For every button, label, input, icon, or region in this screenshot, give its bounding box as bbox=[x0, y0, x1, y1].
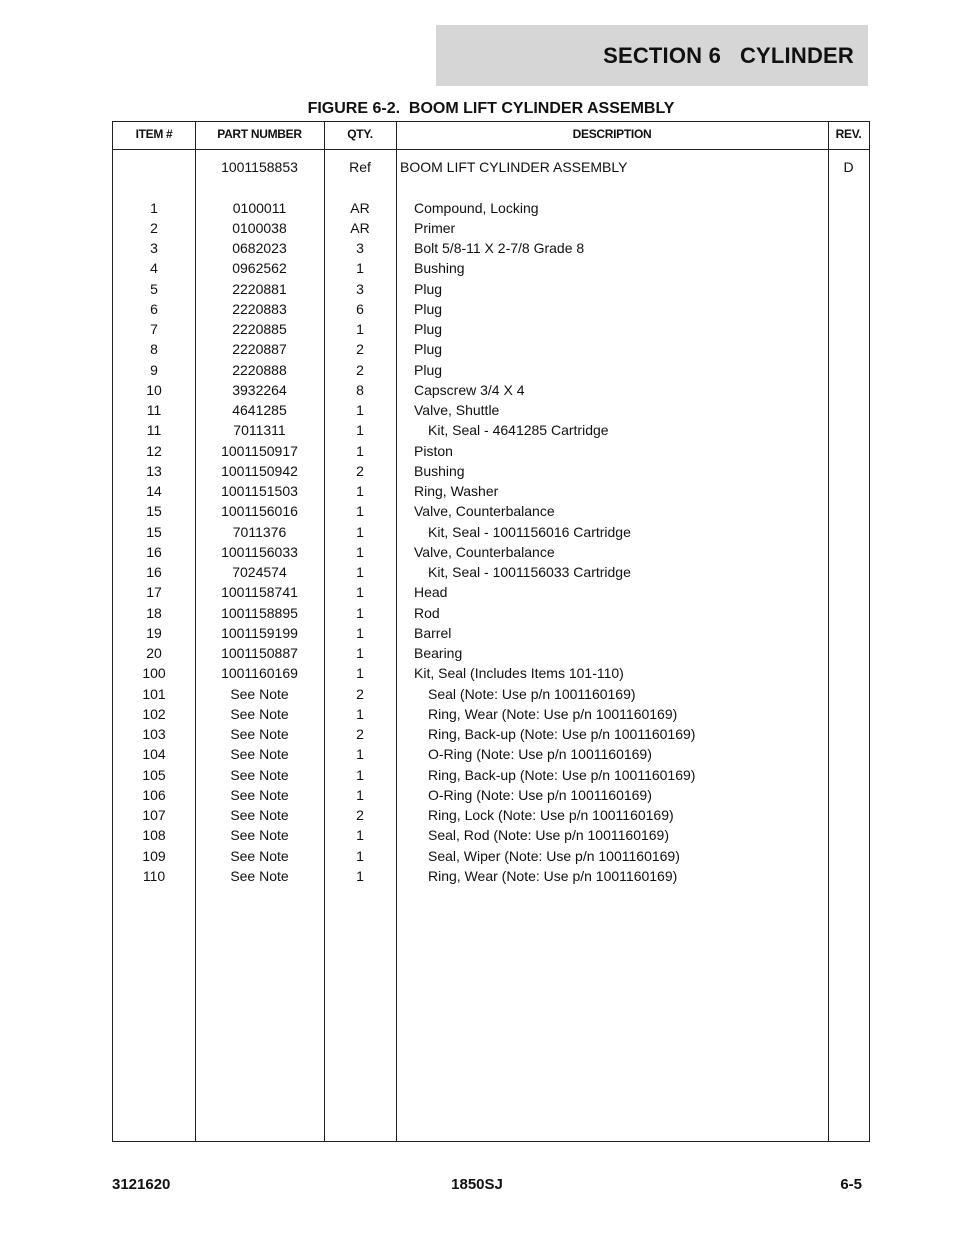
cell-description: Primer bbox=[414, 219, 456, 236]
table-row bbox=[113, 744, 869, 764]
cell-qty: 1 bbox=[356, 422, 364, 439]
table-row bbox=[113, 805, 869, 825]
header-qty: QTY. bbox=[347, 127, 373, 141]
cell-part-number: See Note bbox=[230, 807, 289, 823]
cell-qty: 1 bbox=[356, 786, 364, 803]
table-row bbox=[113, 339, 869, 359]
cell-description: Piston bbox=[414, 442, 453, 459]
cell-qty: 3 bbox=[356, 240, 364, 256]
cell-description: Rod bbox=[414, 604, 440, 621]
cell-item: 107 bbox=[142, 807, 166, 823]
cell-qty: 1 bbox=[356, 624, 364, 641]
cell-item: 16 bbox=[146, 543, 162, 560]
cell-qty: 1 bbox=[356, 321, 364, 337]
cell-part-number: See Note bbox=[230, 766, 289, 783]
cell-item: 13 bbox=[146, 462, 162, 479]
cell-qty: 1 bbox=[356, 503, 364, 520]
table-row bbox=[113, 866, 869, 886]
parts-table bbox=[112, 121, 870, 1142]
cell-description: Bushing bbox=[414, 462, 465, 479]
cell-item: 17 bbox=[146, 584, 162, 601]
table-row bbox=[113, 481, 869, 501]
cell-qty: 2 bbox=[356, 361, 364, 378]
cell-part-number: 1001160169 bbox=[221, 665, 298, 682]
table-row bbox=[113, 198, 869, 218]
cell-part-number: See Note bbox=[230, 827, 289, 844]
table-row bbox=[113, 218, 869, 238]
cell-part-number: 0962562 bbox=[232, 260, 287, 277]
cell-part-number: 0100011 bbox=[232, 199, 287, 216]
table-row bbox=[113, 704, 869, 724]
cell-qty: 1 bbox=[356, 645, 364, 661]
table-row bbox=[113, 157, 869, 177]
cell-item: 20 bbox=[146, 645, 162, 661]
table-row bbox=[113, 603, 869, 623]
cell-part-number: 0100038 bbox=[232, 219, 287, 236]
cell-item: 105 bbox=[142, 766, 166, 783]
cell-qty: 8 bbox=[356, 381, 364, 398]
cell-description: Ring, Back-up (Note: Use p/n 1001160169) bbox=[428, 726, 696, 742]
cell-qty: 2 bbox=[356, 341, 364, 358]
cell-item: 15 bbox=[146, 523, 162, 540]
figure-title-container bbox=[112, 100, 870, 118]
table-row bbox=[113, 360, 869, 380]
table-row bbox=[113, 420, 869, 440]
cell-qty: 2 bbox=[356, 462, 364, 479]
cell-description: Head bbox=[414, 584, 448, 601]
cell-qty: 3 bbox=[356, 280, 364, 297]
cell-part-number: 4641285 bbox=[232, 402, 287, 418]
table-row bbox=[113, 785, 869, 805]
cell-item: 3 bbox=[150, 240, 158, 256]
cell-qty: 1 bbox=[356, 827, 364, 844]
cell-item: 104 bbox=[142, 746, 166, 763]
table-row bbox=[113, 258, 869, 278]
table-row bbox=[113, 501, 869, 521]
cell-description: Kit, Seal - 4641285 Cartridge bbox=[428, 422, 609, 439]
cell-qty: 2 bbox=[356, 685, 364, 702]
cell-description: Valve, Counterbalance bbox=[414, 543, 555, 560]
cell-description: O-Ring (Note: Use p/n 1001160169) bbox=[428, 746, 652, 763]
cell-part-number: 1001150942 bbox=[221, 462, 298, 479]
cell-description: Plug bbox=[414, 300, 443, 317]
cell-part-number: See Note bbox=[230, 705, 289, 722]
cell-qty: 1 bbox=[356, 867, 364, 884]
cell-description: Kit, Seal (Includes Items 101-110) bbox=[414, 665, 624, 682]
header-description: DESCRIPTION bbox=[572, 127, 652, 141]
cell-part-number: 0682023 bbox=[232, 240, 287, 256]
cell-item: 103 bbox=[142, 726, 166, 742]
cell-qty: 1 bbox=[356, 543, 364, 560]
cell-item: 8 bbox=[150, 341, 158, 358]
cell-qty: 1 bbox=[356, 260, 364, 277]
cell-item: 6 bbox=[150, 300, 158, 317]
cell-qty: 1 bbox=[356, 442, 364, 459]
cell-description: Ring, Back-up (Note: Use p/n 1001160169) bbox=[428, 766, 696, 783]
table-row bbox=[113, 522, 869, 542]
cell-item: 19 bbox=[146, 624, 162, 641]
table-row bbox=[113, 582, 869, 602]
cell-item: 101 bbox=[142, 685, 166, 702]
table-row bbox=[113, 643, 869, 663]
cell-item: 106 bbox=[142, 786, 166, 803]
cell-part-number: 3932264 bbox=[232, 381, 287, 398]
table-row bbox=[113, 623, 869, 643]
table-row bbox=[113, 380, 869, 400]
cell-description: Plug bbox=[414, 280, 443, 297]
cell-qty: 1 bbox=[356, 665, 364, 682]
cell-part-number: 1001150887 bbox=[221, 645, 298, 661]
cell-description: Capscrew 3/4 X 4 bbox=[414, 381, 525, 398]
cell-part-number: 7011376 bbox=[232, 523, 287, 540]
cell-description: Seal, Rod (Note: Use p/n 1001160169) bbox=[428, 827, 670, 844]
cell-part-number: 7011311 bbox=[233, 422, 286, 439]
header-part-number: PART NUMBER bbox=[217, 127, 302, 141]
cell-item: 7 bbox=[150, 321, 158, 337]
footer-model bbox=[0, 1176, 954, 1193]
cell-part-number: See Note bbox=[230, 746, 289, 763]
cell-description: Ring, Washer bbox=[414, 483, 499, 499]
header-rev: REV. bbox=[835, 127, 862, 141]
table-row bbox=[113, 684, 869, 704]
section-header bbox=[436, 25, 868, 86]
cell-part-number: See Note bbox=[230, 685, 289, 702]
cell-qty: 1 bbox=[356, 523, 364, 540]
cell-item: 102 bbox=[142, 705, 166, 722]
cell-qty: 1 bbox=[356, 483, 364, 499]
cell-qty: 1 bbox=[356, 584, 364, 601]
cell-item: 110 bbox=[142, 867, 166, 884]
section-title: SECTION 6 CYLINDER bbox=[603, 42, 854, 68]
cell-part-number: 2220887 bbox=[232, 341, 287, 358]
cell-description: Seal (Note: Use p/n 1001160169) bbox=[428, 685, 636, 702]
cell-item: 108 bbox=[142, 827, 166, 844]
cell-qty: 1 bbox=[356, 766, 364, 783]
cell-qty: AR bbox=[350, 199, 370, 216]
cell-description: Plug bbox=[414, 341, 443, 358]
cell-description: BOOM LIFT CYLINDER ASSEMBLY bbox=[400, 159, 628, 175]
cell-description: Kit, Seal - 1001156033 Cartridge bbox=[428, 564, 631, 580]
cell-item: 16 bbox=[146, 564, 162, 580]
table-row bbox=[113, 319, 869, 339]
cell-part-number: 2220883 bbox=[232, 300, 287, 317]
table-row bbox=[113, 542, 869, 562]
cell-part-number: 1001158895 bbox=[221, 604, 298, 621]
footer-model-text: 1850SJ bbox=[451, 1176, 503, 1193]
cell-description: Barrel bbox=[414, 624, 452, 641]
table-row bbox=[113, 279, 869, 299]
cell-part-number: 2220885 bbox=[232, 321, 287, 337]
cell-description: Plug bbox=[414, 321, 443, 337]
table-header-row bbox=[113, 122, 869, 150]
header-item: ITEM # bbox=[135, 127, 173, 141]
cell-qty: 6 bbox=[356, 300, 364, 317]
cell-part-number: 1001156033 bbox=[221, 543, 298, 560]
cell-qty: 1 bbox=[356, 604, 364, 621]
cell-rev: D bbox=[843, 159, 854, 175]
cell-part-number: 1001151503 bbox=[221, 483, 298, 499]
cell-description: Valve, Counterbalance bbox=[414, 503, 555, 520]
cell-item: 15 bbox=[146, 503, 162, 520]
table-row bbox=[113, 461, 869, 481]
table-row bbox=[113, 177, 869, 197]
cell-description: Ring, Lock (Note: Use p/n 1001160169) bbox=[428, 807, 674, 823]
cell-description: Bushing bbox=[414, 260, 465, 277]
cell-item: 109 bbox=[142, 847, 166, 864]
cell-part-number: 1001150917 bbox=[221, 442, 298, 459]
cell-item: 4 bbox=[150, 260, 158, 277]
table-row bbox=[113, 663, 869, 683]
cell-item: 14 bbox=[146, 483, 162, 499]
cell-part-number: 2220888 bbox=[232, 361, 287, 378]
figure-title: FIGURE 6-2. BOOM LIFT CYLINDER ASSEMBLY bbox=[307, 100, 675, 117]
cell-part-number: See Note bbox=[230, 847, 289, 864]
table-row bbox=[113, 562, 869, 582]
footer-page-number: 6-5 bbox=[840, 1176, 862, 1193]
table-row bbox=[113, 299, 869, 319]
cell-qty: 1 bbox=[356, 746, 364, 763]
cell-item: 100 bbox=[142, 665, 166, 682]
footer-doc-number: 3121620 bbox=[112, 1176, 171, 1193]
cell-description: Kit, Seal - 1001156016 Cartridge bbox=[428, 523, 631, 540]
cell-item: 11 bbox=[146, 422, 162, 439]
table-row bbox=[113, 441, 869, 461]
cell-item: 1 bbox=[150, 199, 158, 216]
cell-part-number: See Note bbox=[230, 867, 289, 884]
cell-part-number: See Note bbox=[230, 726, 289, 742]
cell-qty: 1 bbox=[356, 402, 364, 418]
table-row bbox=[113, 825, 869, 845]
cell-description: Bolt 5/8-11 X 2-7/8 Grade 8 bbox=[414, 240, 585, 256]
cell-qty: 1 bbox=[356, 564, 364, 580]
cell-qty: 1 bbox=[356, 847, 364, 864]
cell-qty: AR bbox=[350, 219, 370, 236]
cell-part-number: 1001158853 bbox=[221, 159, 298, 175]
cell-description: Seal, Wiper (Note: Use p/n 1001160169) bbox=[428, 847, 680, 864]
cell-description: Plug bbox=[414, 361, 443, 378]
cell-item: 11 bbox=[146, 402, 162, 418]
table-row bbox=[113, 238, 869, 258]
cell-description: Ring, Wear (Note: Use p/n 1001160169) bbox=[428, 867, 678, 884]
table-row bbox=[113, 765, 869, 785]
cell-item: 18 bbox=[146, 604, 162, 621]
cell-description: O-Ring (Note: Use p/n 1001160169) bbox=[428, 786, 652, 803]
cell-part-number: 1001159199 bbox=[221, 624, 298, 641]
cell-qty: Ref bbox=[349, 159, 371, 175]
cell-description: Valve, Shuttle bbox=[414, 402, 500, 418]
cell-item: 2 bbox=[150, 219, 158, 236]
cell-qty: 2 bbox=[356, 726, 364, 742]
cell-part-number: 1001158741 bbox=[221, 584, 298, 601]
table-row bbox=[113, 846, 869, 866]
cell-item: 10 bbox=[146, 381, 162, 398]
cell-qty: 2 bbox=[356, 807, 364, 823]
cell-description: Bearing bbox=[414, 645, 463, 661]
table-row bbox=[113, 400, 869, 420]
table-row bbox=[113, 724, 869, 744]
cell-description: Compound, Locking bbox=[414, 199, 539, 216]
cell-part-number: 7024574 bbox=[232, 564, 287, 580]
cell-qty: 1 bbox=[356, 705, 364, 722]
cell-item: 9 bbox=[150, 361, 158, 378]
cell-item: 12 bbox=[146, 442, 162, 459]
cell-part-number: See Note bbox=[230, 786, 289, 803]
cell-part-number: 1001156016 bbox=[221, 503, 298, 520]
cell-description: Ring, Wear (Note: Use p/n 1001160169) bbox=[428, 705, 678, 722]
cell-part-number: 2220881 bbox=[232, 280, 287, 297]
cell-item: 5 bbox=[150, 280, 158, 297]
